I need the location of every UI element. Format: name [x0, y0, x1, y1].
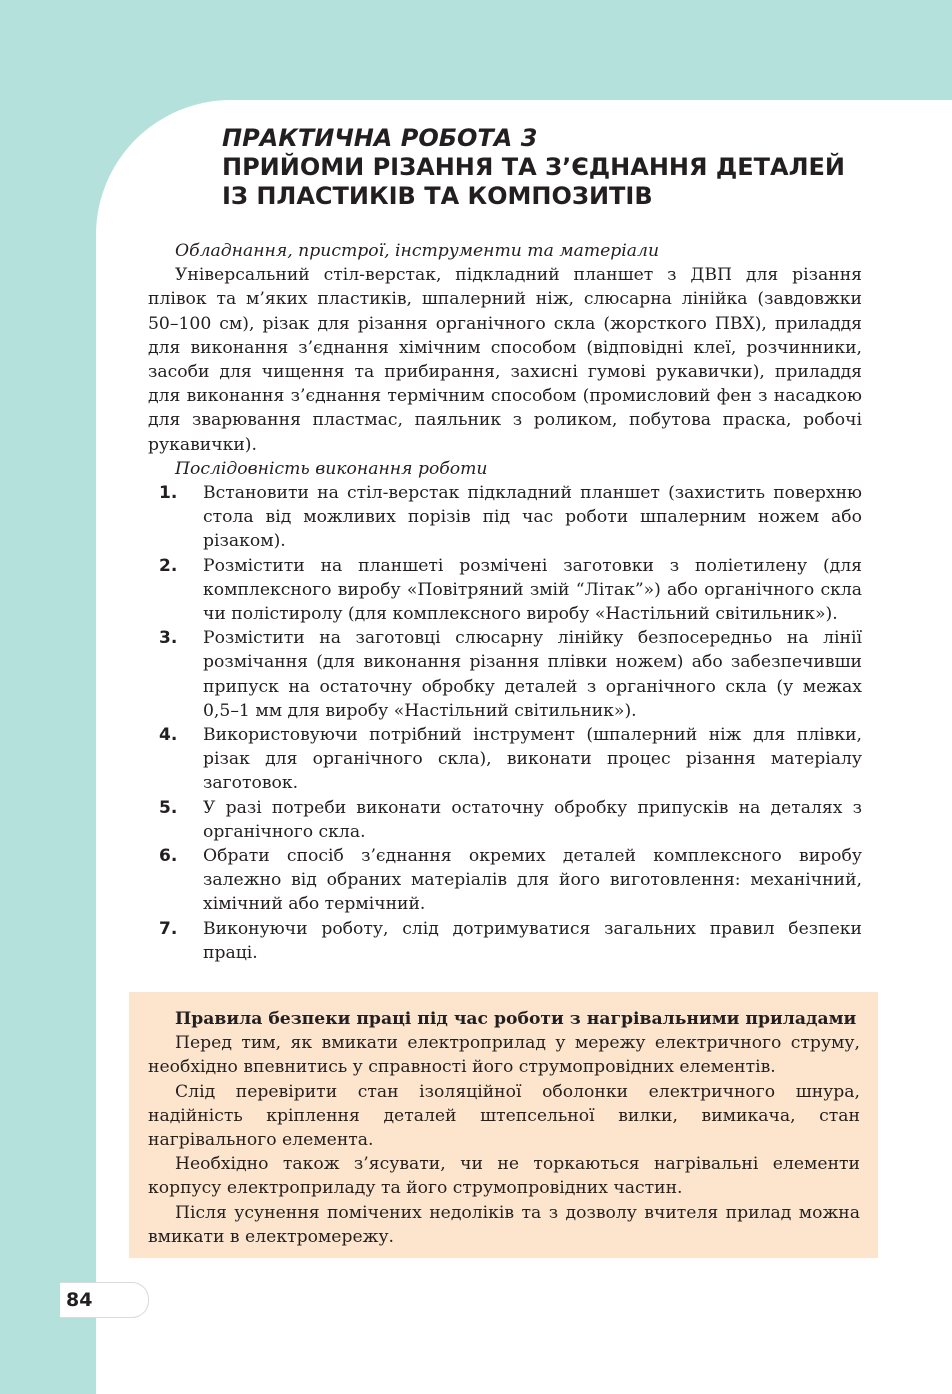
step-number: 4. [159, 725, 178, 746]
list-item [148, 481, 862, 554]
safety-paragraph: Перед тим, як вмикати електроприлад у мережу електричного струму, необхідно впевнитись у справності його струмопровідних елементів. [148, 1033, 860, 1078]
list-item [148, 554, 862, 627]
step-number: 1. [159, 483, 178, 504]
step-text: Використовуючи потрібний інструмент (шпалерний ніж для плівки, різак для органічного скла), виконати процес різання матеріалу заготовок. [203, 725, 862, 794]
main-content [148, 239, 862, 965]
safety-paragraph: Необхідно також з’ясувати, чи не торкаються нагрівальні елементи корпусу електроприладу та його струмопровідних частин. [148, 1154, 860, 1199]
sequence-heading: Послідовність виконання роботи [175, 458, 488, 479]
step-number: 2. [159, 555, 178, 576]
step-text: Виконуючи роботу, слід дотримуватися загальних правил безпеки праці. [203, 918, 862, 963]
step-text: Розмістити на планшеті розмічені заготовки з поліетилену (для комплексного виробу «Повітряний змій “Літак”») або органічного скла чи полістиролу (для комплексного виробу «Настільний світильник»). [203, 555, 862, 625]
step-number: 3. [159, 628, 178, 649]
safety-rules-content [148, 1007, 860, 1249]
step-number: 5. [159, 797, 178, 818]
title-line-2: ІЗ ПЛАСТИКІВ ТА КОМПОЗИТІВ [222, 182, 653, 210]
list-item [148, 844, 862, 917]
step-number: 6. [159, 846, 178, 867]
equipment-text: Універсальний стіл-верстак, підкладний планшет з ДВП для різання плівок та м’яких пластиків, шпалерний ніж, слюсарна лінійка (завдовжки 50–100 см), різак для різання органічного скла (жорсткого ПВХ), приладдя для виконання з’єднання хімічним способом (відповідні клеї, розчинники, засоби для чищення та прибирання, захисні гумові рукавички), приладдя для виконання з’єднання термічним способом (промисловий фен з насадкою для зварювання пластмас, паяльник з роликом, побутова праска, робочі рукавички). [148, 265, 862, 455]
equipment-heading: Обладнання, пристрої, інструменти та матеріали [175, 241, 660, 261]
list-item [148, 723, 862, 796]
safety-paragraph: Після усунення помічених недоліків та з дозволу вчителя прилад можна вмикати в електромережу. [148, 1202, 860, 1247]
page-title [222, 124, 902, 211]
step-text: Встановити на стіл-верстак підкладний планшет (захистить поверхню стола від можливих порізів під час роботи шпалерним ножем або різаком). [203, 483, 862, 552]
practical-work-label: ПРАКТИЧНА РОБОТА 3 [222, 124, 538, 152]
page-number-tab [60, 1282, 149, 1318]
step-text: У разі потреби виконати остаточну обробку припусків на деталях з органічного скла. [203, 797, 862, 842]
step-number: 7. [159, 918, 178, 939]
list-item [148, 796, 862, 844]
safety-paragraph: Слід перевірити стан ізоляційної оболонки електричного шнура, надійність кріплення деталей штепсельної вилки, вимикача, стан нагрівального елемента. [148, 1081, 860, 1151]
step-text: Розмістити на заготовці слюсарну лінійку безпосередньо на лінії розмічання (для виконання різання плівки ножем) або забезпечивши припуск на остаточну обробку деталей з органічного скла (у межах 0,5–1 мм для виробу «Настільний світильник»). [203, 628, 862, 721]
list-item [148, 626, 862, 723]
page-number: 84 [66, 1289, 93, 1311]
step-text: Обрати спосіб з’єднання окремих деталей комплексного виробу залежно від обраних матеріалів для його виготовлення: механічний, хімічний або термічний. [203, 846, 862, 915]
safety-rules-box [129, 992, 878, 1258]
safety-heading: Правила безпеки праці під час роботи з нагрівальними приладами [175, 1009, 857, 1029]
list-item [148, 917, 862, 965]
steps-list [148, 481, 862, 965]
title-line-1: ПРИЙОМИ РІЗАННЯ ТА З’ЄДНАННЯ ДЕТАЛЕЙ [222, 153, 845, 181]
